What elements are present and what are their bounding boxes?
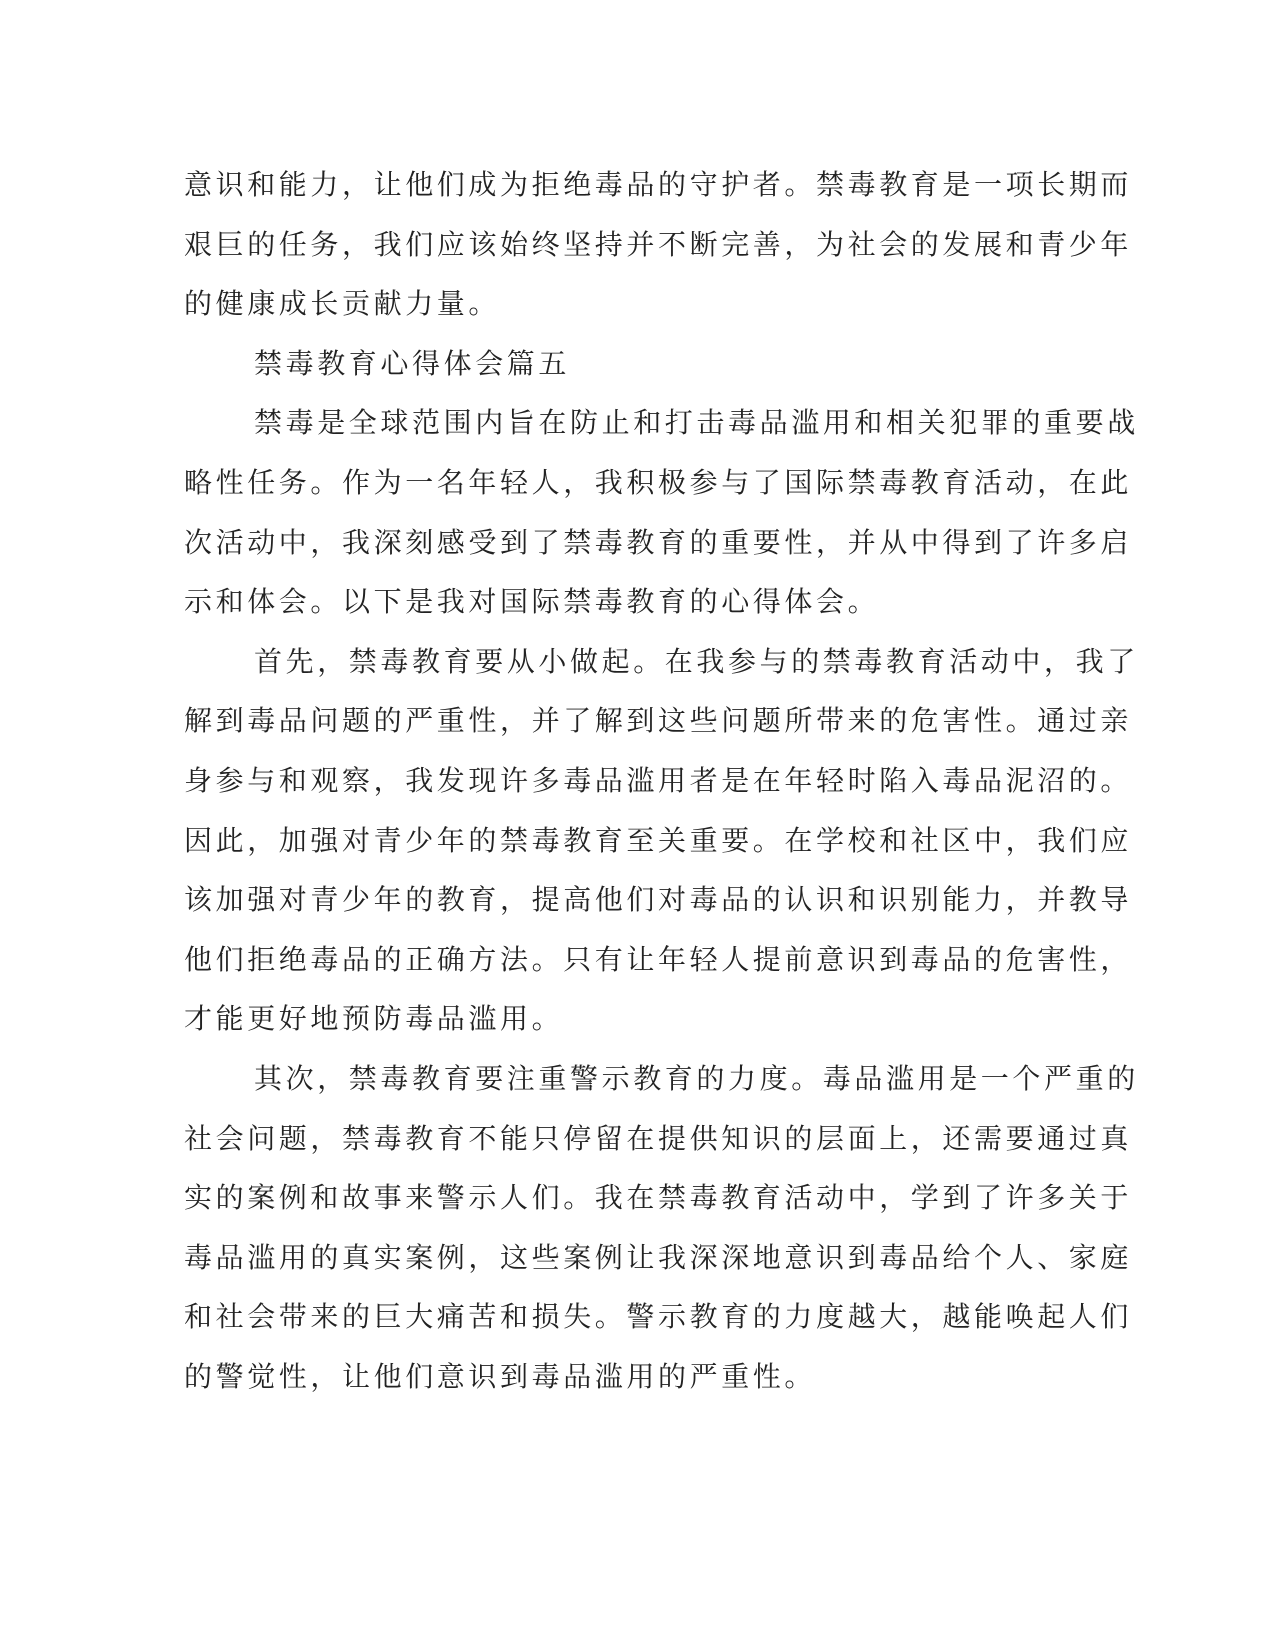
section-heading: 禁毒教育心得体会篇五 — [254, 346, 571, 380]
text-line: 因此，加强对青少年的禁毒教育至关重要。在学校和社区中，我们应 — [184, 823, 1133, 857]
text-line: 才能更好地预防毒品滥用。 — [184, 1002, 564, 1036]
text-line: 艰巨的任务，我们应该始终坚持并不断完善，为社会的发展和青少年 — [184, 227, 1133, 261]
text-line: 次活动中，我深刻感受到了禁毒教育的重要性，并从中得到了许多启 — [184, 525, 1133, 559]
text-line: 实的案例和故事来警示人们。我在禁毒教育活动中，学到了许多关于 — [184, 1181, 1133, 1215]
text-line: 和社会带来的巨大痛苦和损失。警示教育的力度越大，越能唤起人们 — [184, 1300, 1133, 1334]
text-line: 略性任务。作为一名年轻人，我积极参与了国际禁毒教育活动，在此 — [184, 465, 1133, 499]
text-line: 首先，禁毒教育要从小做起。在我参与的禁毒教育活动中，我了 — [254, 644, 1139, 678]
text-line: 该加强对青少年的教育，提高他们对毒品的认识和识别能力，并教导 — [184, 883, 1133, 917]
text-line: 禁毒是全球范围内旨在防止和打击毒品滥用和相关犯罪的重要战 — [254, 406, 1139, 440]
text-line: 社会问题，禁毒教育不能只停留在提供知识的层面上，还需要通过真 — [184, 1121, 1133, 1155]
text-line: 的警觉性，让他们意识到毒品滥用的严重性。 — [184, 1359, 817, 1393]
text-line: 身参与和观察，我发现许多毒品滥用者是在年轻时陷入毒品泥沼的。 — [184, 763, 1133, 797]
text-line: 他们拒绝毒品的正确方法。只有让年轻人提前意识到毒品的危害性， — [184, 942, 1133, 976]
text-line: 毒品滥用的真实案例，这些案例让我深深地意识到毒品给个人、家庭 — [184, 1240, 1133, 1274]
text-line: 意识和能力，让他们成为拒绝毒品的守护者。禁毒教育是一项长期而 — [184, 168, 1133, 201]
text-line: 示和体会。以下是我对国际禁毒教育的心得体会。 — [184, 585, 880, 619]
text-line: 的健康成长贡献力量。 — [184, 287, 501, 321]
document-body — [184, 155, 1139, 1406]
text-line: 其次，禁毒教育要注重警示教育的力度。毒品滥用是一个严重的 — [254, 1061, 1139, 1095]
text-line: 解到毒品问题的严重性，并了解到这些问题所带来的危害性。通过亲 — [184, 704, 1133, 738]
